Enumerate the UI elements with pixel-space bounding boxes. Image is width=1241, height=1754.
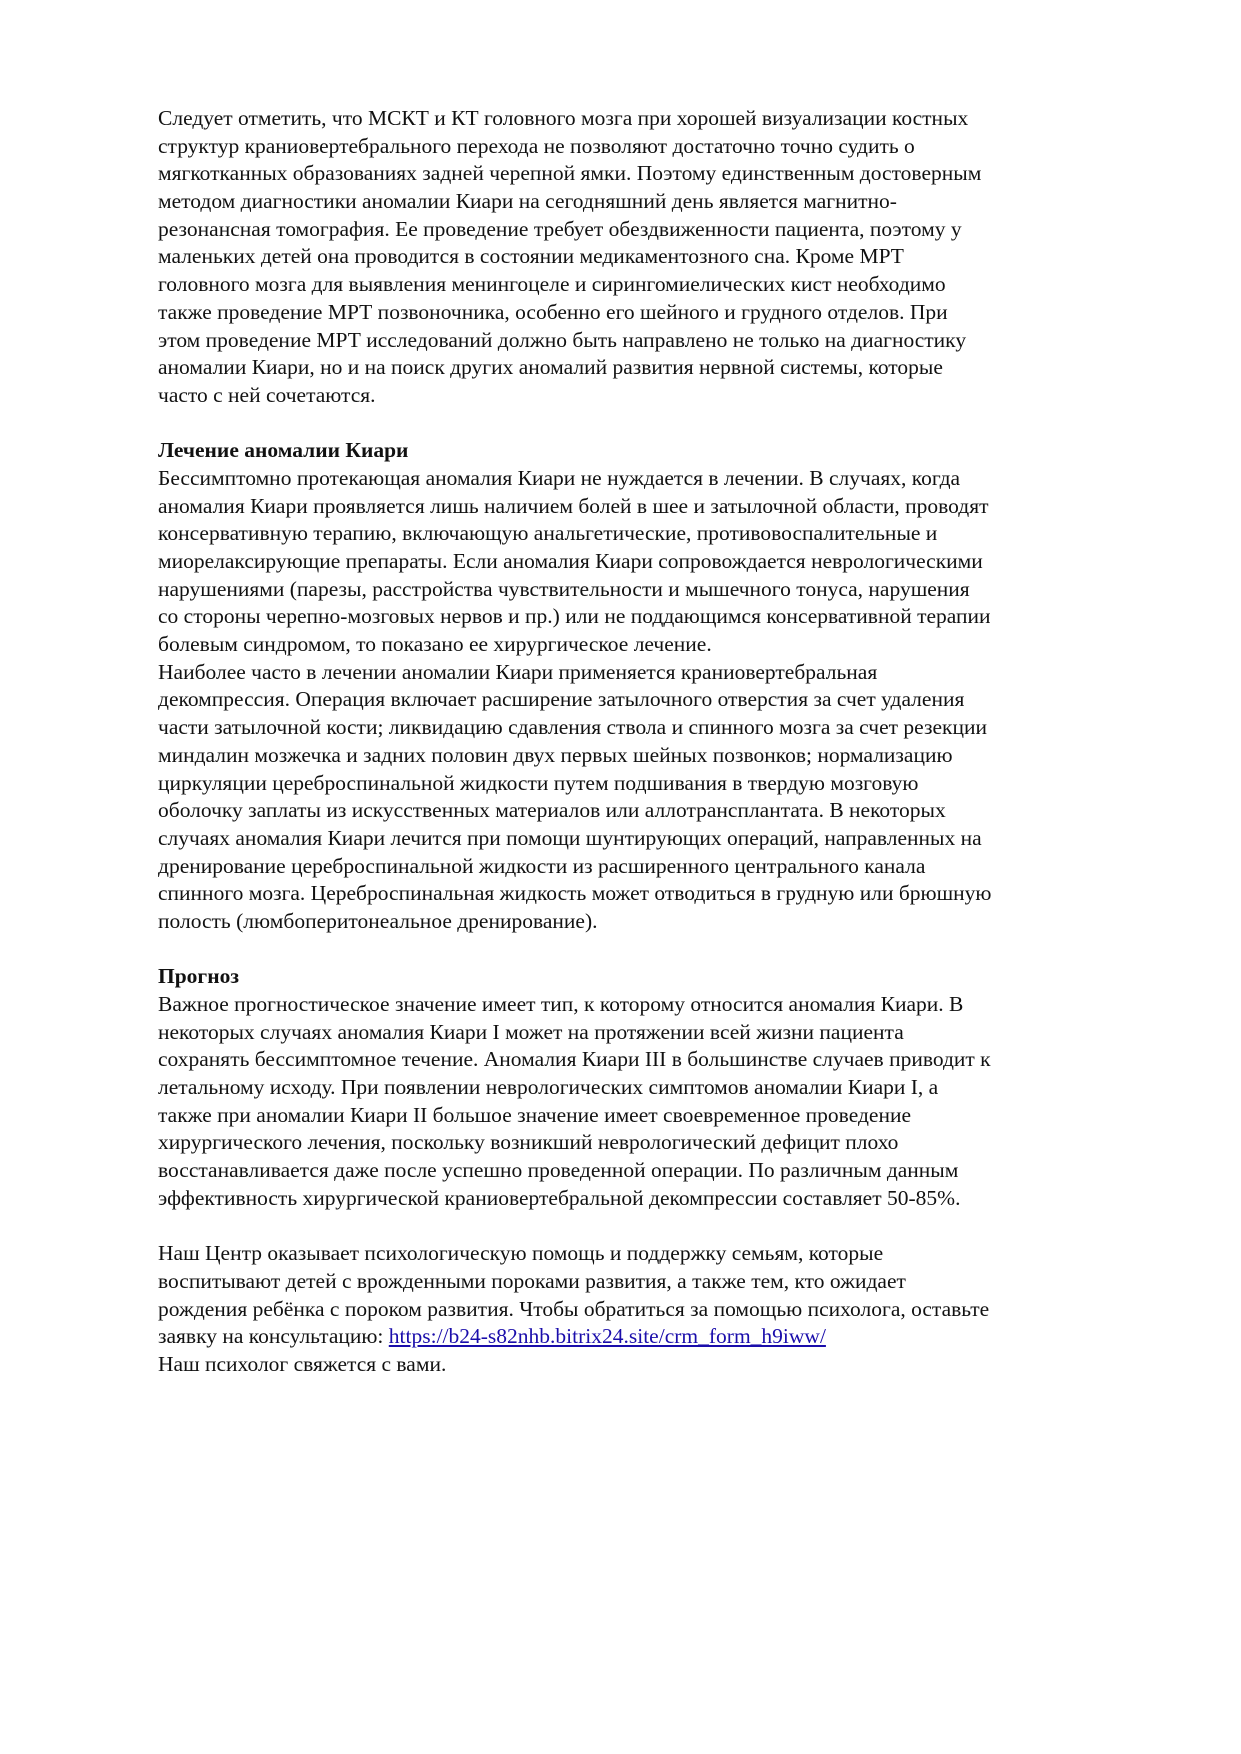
text-line: аномалии Киари, но и на поиск других аномалий развития нервной системы, которые	[158, 355, 943, 380]
consultation-form-link[interactable]: https://b24-s82nhb.bitrix24.site/crm_form_h9iww/	[388, 1324, 826, 1349]
text-line: циркуляции цереброспинальной жидкости путем подшивания в твердую мозговую	[158, 770, 919, 795]
prognosis-paragraph	[158, 991, 1058, 1213]
text-line: части затылочной кости; ликвидацию сдавления ствола и спинного мозга за счет резекции	[158, 715, 987, 740]
text-line: воспитывают детей с врожденными пороками развития, а также тем, кто ожидает	[158, 1268, 906, 1293]
text-line: часто с ней сочетаются.	[158, 382, 376, 407]
document-page	[158, 105, 1058, 1379]
text-line: нарушениями (парезы, расстройства чувствительности и мышечного тонуса, нарушения	[158, 576, 970, 601]
support-paragraph	[158, 1240, 1058, 1323]
text-line: полость (люмбоперитонеальное дренирование).	[158, 908, 598, 933]
text-line: оболочку заплаты из искусственных материалов или аллотрансплантата. В некоторых	[158, 798, 946, 823]
text-line: спинного мозга. Цереброспинальная жидкость может отводиться в грудную или брюшную	[158, 881, 992, 906]
text-line: резонансная томография. Ее проведение требует обездвиженности пациента, поэтому у	[158, 216, 962, 241]
text-line: восстанавливается даже после успешно проведенной операции. По различным данным	[158, 1158, 959, 1183]
closing-line: Наш психолог свяжется с вами.	[158, 1351, 447, 1376]
prognosis-heading: Прогноз	[158, 964, 239, 989]
text-line: Наш Центр оказывает психологическую помощь и поддержку семьям, которые	[158, 1241, 884, 1266]
text-line: мягкотканных образованиях задней черепной ямки. Поэтому единственным достоверным	[158, 161, 982, 186]
text-line: головного мозга для выявления менингоцеле и сирингомиелических кист необходимо	[158, 272, 946, 297]
text-line: этом проведение МРТ исследований должно быть направлено не только на диагностику	[158, 327, 967, 352]
text-line: Бессимптомно протекающая аномалия Киари не нуждается в лечении. В случаях, когда	[158, 465, 961, 490]
text-line: Важное прогностическое значение имеет тип, к которому относится аномалия Киари. В	[158, 992, 964, 1016]
treatment-paragraph	[158, 465, 1058, 936]
text-line: эффективность хирургической краниовертебральной декомпрессии составляет 50-85%.	[158, 1185, 961, 1210]
text-line: сохранять бессимптомное течение. Аномалия Киари III в большинстве случаев приводит к	[158, 1047, 991, 1072]
text-line: структур краниовертебрального перехода не позволяют достаточно точно судить о	[158, 133, 915, 158]
link-prefix: заявку на консультацию:	[158, 1324, 389, 1349]
text-line: также при аномалии Киари II большое значение имеет своевременное проведение	[158, 1102, 912, 1127]
text-line: некоторых случаях аномалия Киари I может на протяжении всей жизни пациента	[158, 1019, 904, 1044]
text-line: со стороны черепно-мозговых нервов и пр.) или не поддающимся консервативной терапии	[158, 604, 991, 629]
text-line: миорелаксирующие препараты. Если аномалия Киари сопровождается неврологическими	[158, 549, 983, 573]
text-line: также проведение МРТ позвоночника, особенно его шейного и грудного отделов. При	[158, 299, 948, 324]
treatment-heading: Лечение аномалии Киари	[158, 438, 409, 463]
text-line: Наиболее часто в лечении аномалии Киари применяется краниовертебральная	[158, 659, 878, 684]
text-line: Следует отметить, что МСКТ и КТ головного мозга при хорошей визуализации костных	[158, 106, 969, 130]
text-line: болевым синдромом, то показано ее хирургическое лечение.	[158, 632, 712, 657]
text-line: методом диагностики аномалии Киари на сегодняшний день является магнитно-	[158, 189, 897, 214]
intro-paragraph	[158, 105, 1058, 410]
text-line: консервативную терапию, включающую анальгетические, противовоспалительные и	[158, 521, 938, 546]
link-line	[158, 1323, 1058, 1351]
text-line: маленьких детей она проводится в состоянии медикаментозного сна. Кроме МРТ	[158, 244, 904, 269]
text-line: аномалия Киари проявляется лишь наличием болей в шее и затылочной области, проводят	[158, 493, 989, 518]
text-line: дренирование цереброспинальной жидкости из расширенного центрального канала	[158, 853, 926, 878]
text-line: декомпрессия. Операция включает расширение затылочного отверстия за счет удаления	[158, 687, 965, 712]
text-line: летальному исходу. При появлении неврологических симптомов аномалии Киари I, а	[158, 1075, 939, 1100]
text-line: случаях аномалия Киари лечится при помощи шунтирующих операций, направленных на	[158, 825, 982, 850]
text-line: хирургического лечения, поскольку возникший неврологический дефицит плохо	[158, 1130, 899, 1155]
text-line: миндалин мозжечка и задних половин двух первых шейных позвонков; нормализацию	[158, 742, 953, 767]
text-line: рождения ребёнка с пороком развития. Чтобы обратиться за помощью психолога, оставьте	[158, 1296, 990, 1321]
